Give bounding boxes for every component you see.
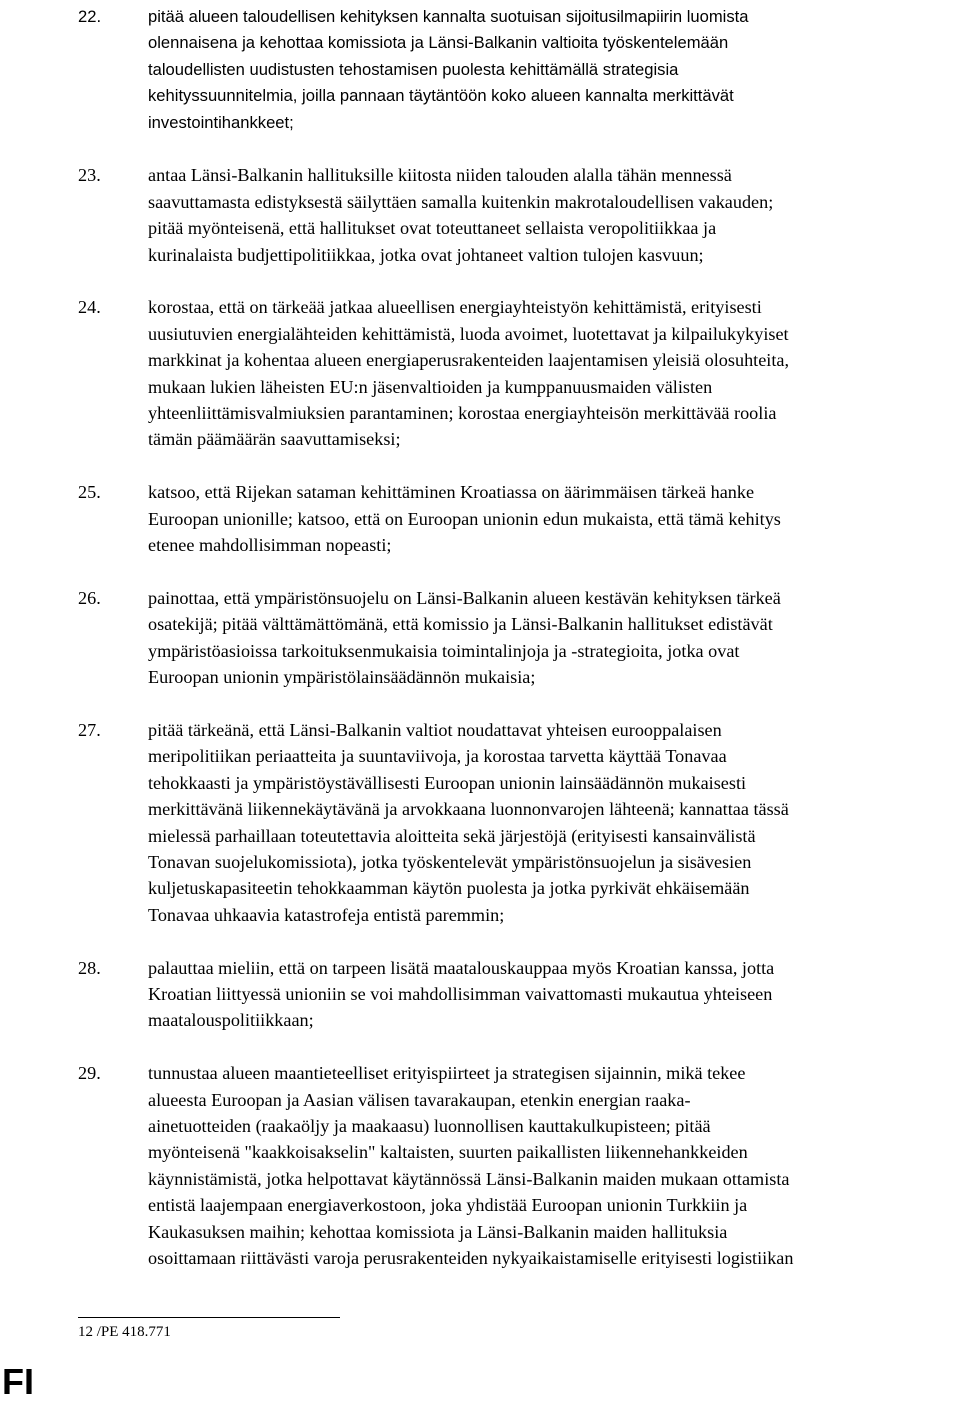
paragraph-28 [78, 955, 956, 1034]
paragraph-text: katsoo, että Rijekan sataman kehittäminen Kroatiassa on äärimmäisen tärkeä hanke Euroopan unionille; katsoo, että on Euroopan unionin edun mukaista, että tämä kehitys etenee mahdollisimman nopeasti; [148, 482, 781, 556]
paragraph-text: painottaa, että ympäristönsuojelu on Länsi-Balkanin alueen kestävän kehityksen tärkeä osatekijä; pitää välttämättömänä, että komissio ja Länsi-Balkanin hallitukset edistävät ympäristöasioissa tarkoituksenmukaisia toimintalinjoja ja -strategioita, jotka ovat Euroopan unionin ympäristölainsäädännön mukaisia; [148, 587, 781, 688]
footer-page-reference: 12 /PE 418.771 [78, 1324, 171, 1340]
paragraph-29 [78, 1060, 956, 1271]
paragraph-27 [78, 717, 956, 928]
paragraph-number: 27. [78, 719, 101, 740]
paragraph-24 [78, 294, 956, 452]
paragraph-number: 28. [78, 957, 101, 978]
paragraph-number: 22. [78, 7, 102, 26]
paragraph-number: 29. [78, 1063, 101, 1084]
paragraph-text: pitää alueen taloudellisen kehityksen kannalta suotuisan sijoitusilmapiirin luomista olennaisena ja kehottaa komissiota ja Länsi-Balkanin valtioita työskentelemään taloudellisten uudistusten tehostamisen puolesta kehittämällä strategisia kehityssuunnitelmia, joilla pannaan täytäntöön koko alueen kannalta merkittävät investointihankkeet; [148, 7, 749, 132]
paragraph-text: tunnustaa alueen maantieteelliset erityispiirteet ja strategisen sijainnin, mikä tekee alueesta Euroopan ja Aasian välisen tavarakaupan, etenkin energian raaka- ainetuotteiden (raakaöljy ja maakaasu) luonnollisen kauttakulkupisteen; pitää myönteisenä "kaakkoisakselin" kaltaisten, suurten paikallisten liikennehankkeiden käynnistämistä, jotka helpottavat käytännössä Länsi-Balkanin maiden mukaan ottamista entistä laajempaan energiaverkostoon, joka yhdistää Euroopan unionin Turkkiin ja Kaukasuksen maihin; kehottaa komissiota ja Länsi-Balkanin maiden hallituksia osoittamaan riittävästi varoja perusrakenteiden nykyaikaistamiselle erityisesti logistiikan [148, 1063, 794, 1268]
paragraph-text: palauttaa mieliin, että on tarpeen lisätä maatalouskauppaa myös Kroatian kanssa, jotta Kroatian liittyessä unioniin se voi mahdollisimman vaivattomasti mukautua yhteiseen maatalouspolitiikkaan; [148, 957, 775, 1031]
resolution-paragraphs [78, 4, 956, 1271]
paragraph-26 [78, 585, 956, 691]
paragraph-number: 23. [78, 165, 101, 186]
paragraph-number: 24. [78, 297, 101, 318]
paragraph-text: pitää tärkeänä, että Länsi-Balkanin valtiot noudattavat yhteisen eurooppalaisen meripolitiikan periaatteita ja suuntaviivoja, ja korostaa tarvetta käyttää Tonavaa tehokkaasti ja ympäristöystävällisesti Euroopan unionin lainsäädännön mukaisesti merkittävänä liikennekäytävänä ja arvokkaana luonnonvarojen lähteenä; kannattaa tässä mielessä parhaillaan toteutettavia aloitteita sekä järjestöjä (erityisesti kansainvälistä Tonavan suojelukomissiota), jotka työskentelevät ympäristönsuojelun ja sisävesien kuljetuskapasiteetin tehokkaamman käytön puolesta ja jotka pyrkivät ehkäisemään Tonavaa uhkaavia katastrofeja entistä paremmin; [148, 719, 789, 925]
paragraph-text: korostaa, että on tärkeää jatkaa alueellisen energiayhteistyön kehittämistä, erityisesti uusiutuvien energialähteiden kehittämistä, luoda avoimet, luotettavat ja kilpailukykyiset markkinat ja kohentaa alueen energiaperusrakenteiden laajentamisen yleisiä olosuhteita, mukaan lukien läheisten EU:n jäsenvaltioiden ja kumppanuusmaiden välisten yhteenliittämisvalmiuksien parantaminen; korostaa energiayhteisön merkittävää roolia tämän päämäärän saavuttamiseksi; [148, 297, 790, 450]
paragraph-22 [78, 4, 956, 136]
paragraph-23 [78, 162, 956, 268]
paragraph-text: antaa Länsi-Balkanin hallituksille kiitosta niiden talouden alalla tähän mennessä saavuttamasta edistyksestä säilyttäen samalla kuitenkin makrotaloudellisen vakauden; pitää myönteisenä, että hallitukset ovat toteuttaneet sellaista veropolitiikkaa ja kurinalaista budjettipolitiikkaa, jotka ovat johtaneet valtion tulojen kasvuun; [148, 165, 774, 265]
paragraph-number: 25. [78, 482, 101, 503]
language-code: FI [2, 1361, 34, 1402]
footer-divider [78, 1317, 340, 1318]
paragraph-25 [78, 479, 956, 558]
paragraph-number: 26. [78, 587, 101, 608]
